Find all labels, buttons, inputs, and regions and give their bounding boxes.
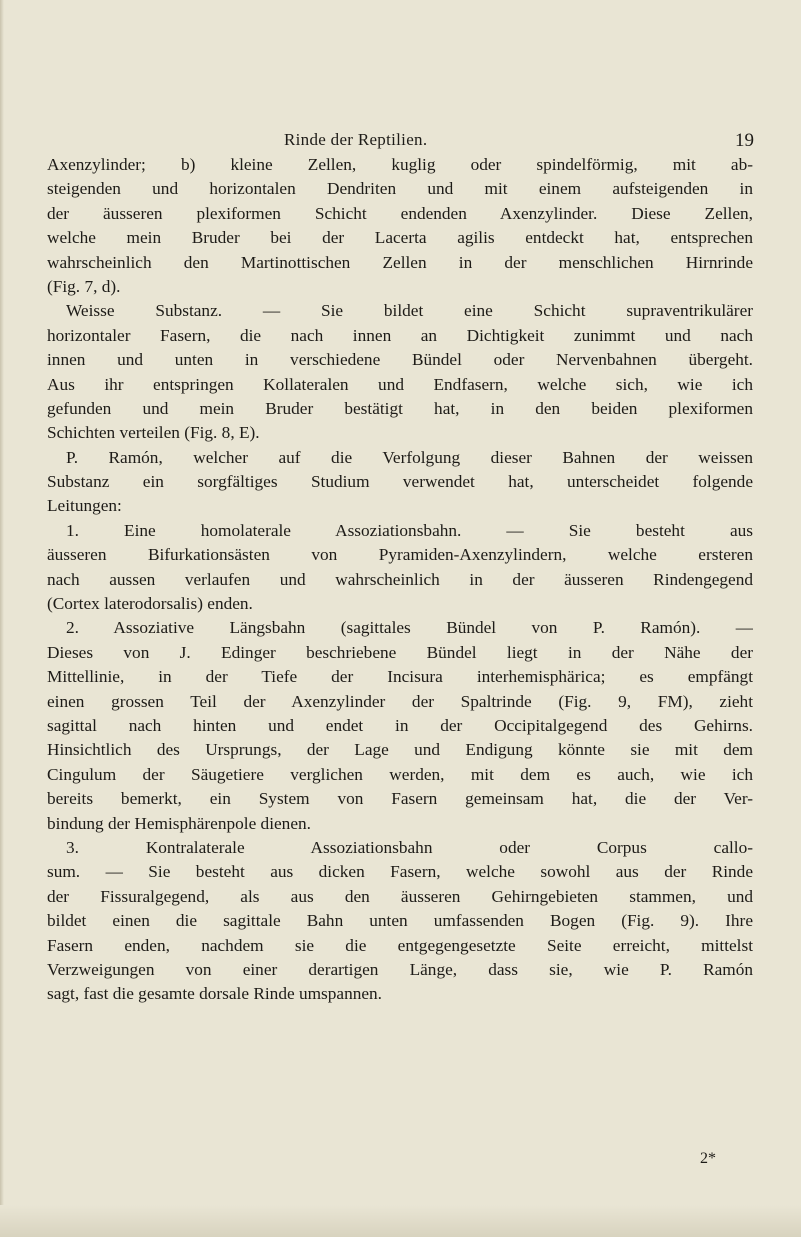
text-line: Leitungen: — [47, 496, 122, 516]
text-line: Substanz ein sorgfältiges Studium verwendet hat, unterscheidet folgende — [47, 472, 753, 492]
text-line: Weisse Substanz. — Sie bildet eine Schicht supraventrikulärer — [66, 301, 753, 321]
text-line: innen und unten in verschiedene Bündel oder Nervenbahnen übergeht. — [47, 350, 753, 370]
text-line: gefunden und mein Bruder bestätigt hat, in den beiden plexiformen — [47, 398, 753, 418]
text-line: 2. Assoziative Längsbahn (sagittales Bündel von P. Ramón). — — [66, 618, 753, 638]
text-line: der äusseren plexiformen Schicht endenden Axenzylinder. Diese Zellen, — [47, 203, 753, 223]
text-line: Schichten verteilen (Fig. 8, E). — [47, 423, 260, 443]
text-line: Fasern enden, nachdem sie die entgegengesetzte Seite erreicht, mittelst — [47, 935, 753, 955]
page-bottom-edge — [0, 1205, 801, 1237]
text-line: bindung der Hemisphärenpole dienen. — [47, 813, 311, 833]
text-line: welche mein Bruder bei der Lacerta agilis entdeckt hat, entsprechen — [47, 228, 753, 248]
text-line: Cingulum der Säugetiere verglichen werden, mit dem es auch, wie ich — [47, 764, 753, 784]
text-line: (Cortex laterodorsalis) enden. — [47, 594, 253, 614]
page-shadow — [0, 0, 4, 1237]
body-text — [47, 153, 753, 1007]
text-line: horizontaler Fasern, die nach innen an Dichtigkeit zunimmt und nach — [47, 325, 753, 345]
text-line: (Fig. 7, d). — [47, 276, 121, 296]
text-line: äusseren Bifurkationsästen von Pyramiden-Axenzylindern, welche ersteren — [47, 545, 753, 565]
running-head-title: Rinde der Reptilien. — [284, 130, 428, 149]
text-line: sum. — Sie besteht aus dicken Fasern, welche sowohl aus der Rinde — [47, 862, 753, 882]
text-line: sagittal nach hinten und endet in der Occipitalgegend des Gehirns. — [47, 715, 753, 735]
text-line: bildet einen die sagittale Bahn unten umfassenden Bogen (Fig. 9). Ihre — [47, 911, 753, 931]
text-line: wahrscheinlich den Martinottischen Zellen in der menschlichen Hirnrinde — [47, 252, 753, 272]
text-line: Hinsichtlich des Ursprungs, der Lage und Endigung könnte sie mit dem — [47, 740, 753, 760]
text-line: Aus ihr entspringen Kollateralen und Endfasern, welche sich, wie ich — [47, 374, 753, 394]
text-line: bereits bemerkt, ein System von Fasern gemeinsam hat, die der Ver- — [47, 789, 753, 809]
text-line: der Fissuralgegend, als aus den äusseren Gehirngebieten stammen, und — [47, 886, 753, 906]
running-head — [284, 130, 754, 152]
page-number: 19 — [735, 130, 754, 151]
text-line: nach aussen verlaufen und wahrscheinlich in der äusseren Rindengegend — [47, 569, 753, 589]
text-line: Dieses von J. Edinger beschriebene Bündel liegt in der Nähe der — [47, 642, 753, 662]
text-line: steigenden und horizontalen Dendriten und mit einem aufsteigenden in — [47, 179, 753, 199]
text-line: 1. Eine homolaterale Assoziationsbahn. — Sie besteht aus — [66, 520, 753, 540]
text-line: einen grossen Teil der Axenzylinder der Spaltrinde (Fig. 9, FM), zieht — [47, 691, 753, 711]
text-line: Verzweigungen von einer derartigen Länge, dass sie, wie P. Ramón — [47, 959, 753, 979]
text-line: Mittellinie, in der Tiefe der Incisura interhemisphärica; es empfängt — [47, 667, 753, 687]
text-line: Axenzylinder; b) kleine Zellen, kuglig oder spindelförmig, mit ab- — [47, 155, 753, 174]
text-line: sagt, fast die gesamte dorsale Rinde umspannen. — [47, 984, 382, 1004]
text-line: 3. Kontralaterale Assoziationsbahn oder Corpus callo- — [66, 837, 753, 857]
text-line: P. Ramón, welcher auf die Verfolgung dieser Bahnen der weissen — [66, 447, 753, 467]
signature-mark: 2* — [700, 1150, 716, 1167]
